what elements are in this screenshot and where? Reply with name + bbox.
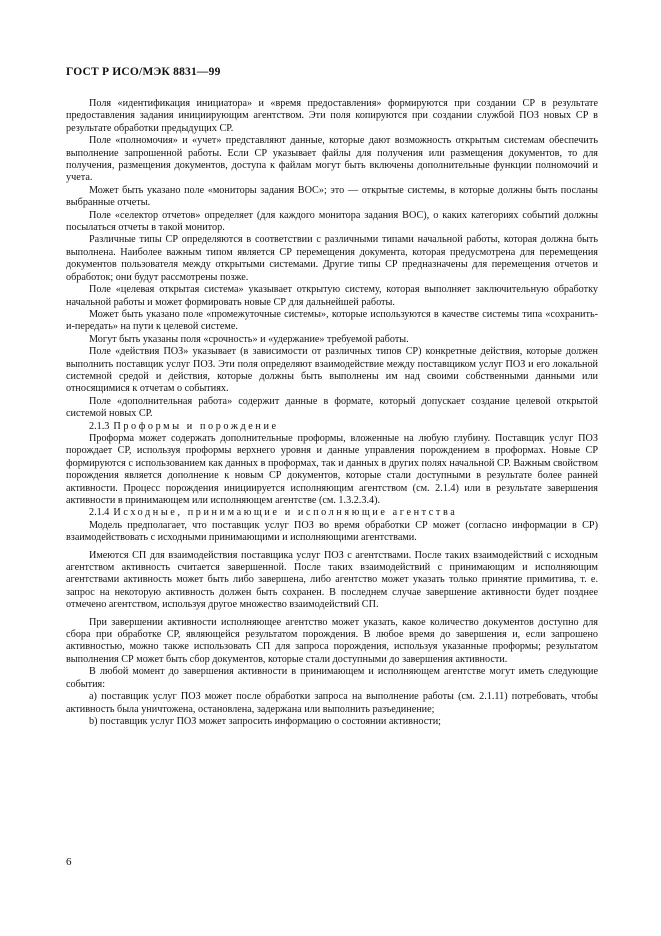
section-number: 2.1.3 [89, 420, 110, 432]
paragraph: Поле «селектор отчетов» определяет (для каждого монитора задания ВОС), о каких категориях событий должны посылаться отчеты в такой монитор. [66, 209, 598, 234]
section-number: 2.1.4 [89, 507, 110, 519]
paragraph: Модель предполагает, что поставщик услуг ПОЗ во время обработки СР может (согласно информации в СР) взаимодействовать с исходными принимающими и исполняющими агентствами. [66, 519, 598, 544]
paragraph: Поля «идентификация инициатора» и «время предоставления» формируются при создании СР в результате предоставления задания инициирующим агентством. Эти поля копируются при создании службой ПОЗ новых СР в результате обработки предыдущих СР. [66, 98, 598, 134]
list-item-a: a) поставщик услуг ПОЗ может после обработки запроса на выполнение работы (см. 2.1.11) потребовать, чтобы активность была уничтожена, остановлена, задержана или выполнить разъединение; [66, 691, 598, 715]
paragraph: Может быть указано поле «промежуточные системы», которые используются в качестве системы типа «сохранить-и-передать» на пути к целевой системе. [66, 308, 598, 333]
section-heading-2-1-3 [66, 421, 598, 433]
paragraph: Поле «полномочия» и «учет» представляют данные, которые дают возможность открытым системам обеспечить выполнение запрошенной работы. Если СР указывает файлы для получения или размещения документов, то для получения, размещения документов, доступа к файлам могут быть включены дополнительные функции полномочий и учета. [66, 135, 598, 184]
paragraph: Поле «целевая открытая система» указывает открытую систему, которая выполняет заключительную обработку начальной работы и может формировать новые СР для дальнейшей работы. [66, 284, 598, 308]
paragraph: Поле «действия ПОЗ» указывает (в зависимости от различных типов СР) конкретные действия, которые должен выполнить поставщик услуг ПОЗ. Эти поля определяют взаимодействие между поставщиком услуг ПОЗ и его локальной системной средой и действия, которые должны быть выполнены им над своими собственными данными или относящимися к отчетам о событиях. [66, 346, 598, 395]
page-number: 6 [66, 856, 72, 868]
page-header-standard-title: ГОСТ Р ИСО/МЭК 8831—99 [66, 66, 221, 78]
section-title: Проформы и порождение [113, 420, 279, 432]
paragraph: Различные типы СР определяются в соответствии с различными типами начальной работы, которая должна быть выполнена. Наиболее важным типом является СР перемещения документа, которая предусмотрена для перемещения документов пользователя между открытыми системами. Другие типы СР предназначены для перемещения отчетов и обработок; они будут рассмотрены позже. [66, 234, 598, 283]
paragraph: Имеются СП для взаимодействия поставщика услуг ПОЗ с агентствами. После таких взаимодействий с исходным агентством активность считается завершенной. После таких взаимодействий с принимающим и исполняющим агентствами активность может быть либо завершена, либо агентство может указать только принятие примитива, т. е. запрос на некоторую активность должен быть сохранен. В последнем случае завершение активности будет позднее отмечено агентством, используя другое множество взаимодействий СП. [66, 549, 598, 611]
paragraph: Проформа может содержать дополнительные проформы, вложенные на любую глубину. Поставщик услуг ПОЗ порождает СР, используя проформы верхнего уровня и данные управления порождением в проформах. Новые СР формируются с использованием как данных в проформах, так и данных в других полях начальной СР. Важным свойством порождения является дополнение к новым СР документов, которые стали доступными в результате более ранней активности. Процесс порождения инициируется исполняющим агентством (см. 2.1.4) или в результате завершения активности в принимающем или исполняющем агентстве (см. 1.3.2.3.4). [66, 432, 598, 506]
section-title: Исходные, принимающие и исполняющие агентства [113, 507, 458, 519]
paragraph: При завершении активности исполняющее агентство может указать, какое количество документов доступно для сбора при обработке СР, являющейся результатом порождения. В любое время до завершения и, если запрошено активностью, можно также использовать СП для запроса порождения, используя указанные проформы; результатом выполнения СР может быть сбор документов, которые стали доступными до завершения активности. [66, 616, 598, 665]
section-heading-2-1-4 [66, 507, 598, 519]
paragraph: Поле «дополнительная работа» содержит данные в формате, который допускает создание целевой открытой системой новых СР. [66, 395, 598, 420]
paragraph: Может быть указано поле «мониторы задания ВОС»; это — открытые системы, в которые должны быть посланы выбранные отчеты. [66, 184, 598, 209]
paragraph: Могут быть указаны поля «срочность» и «удержание» требуемой работы. [89, 333, 409, 345]
paragraph: В любой момент до завершения активности в принимающем и исполняющем агентстве могут иметь следующие события: [66, 666, 598, 690]
body-text [66, 98, 598, 728]
list-item-b: b) поставщик услуг ПОЗ может запросить информацию о состоянии активности; [89, 715, 442, 727]
